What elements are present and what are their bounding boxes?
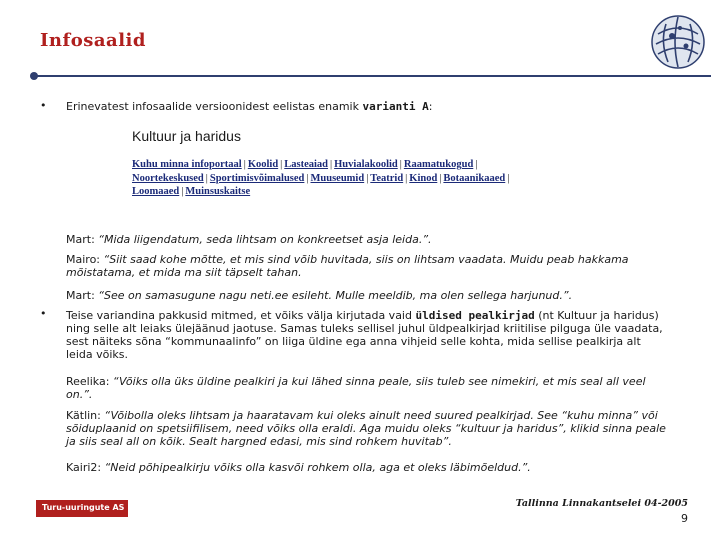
quote-speaker: Mart: [66,289,99,302]
quote-mart-2 [66,289,666,302]
link-separator: | [330,159,333,170]
portal-link[interactable]: Kuhu minna infoportaal [132,159,242,170]
portal-link[interactable]: Muinsuskaitse [185,186,251,197]
portal-links [132,158,552,199]
portal-link[interactable]: Raamatukogud [403,159,474,170]
bullet-1-colon: : [428,100,433,113]
bullet-2-marker: • [40,307,47,320]
portal-link[interactable]: Sportimisvõimalused [209,172,305,184]
page-title: Infosaalid [40,30,146,51]
portal-link[interactable]: Lasteaiad [284,159,329,170]
quote-reelika [66,375,666,401]
link-separator: | [399,159,402,170]
quote-mart-1 [66,233,666,246]
quote-text: “See on samasugune nagu neti.ee esileht. Mulle meeldib, ma olen sellega harjunud.”. [98,289,573,302]
link-separator: | [243,159,246,170]
link-separator: | [181,186,184,197]
portal-title: Kultuur ja haridus [132,128,241,144]
link-separator: | [306,172,309,184]
link-separator: | [439,172,442,184]
quote-text: “Neid põhipealkirju võiks olla kasvõi rohkem olla, aga et oleks läbimõeldud.”. [104,461,531,474]
quote-speaker: Kairi2: [66,461,105,474]
link-separator: | [507,172,510,184]
quote-text: “Võiks olla üks üldine pealkiri ja kui lähed sinna peale, siis tuleb see nimekiri, et mis seal all veel on.”. [66,375,646,401]
portal-link[interactable]: Noortekeskused [132,172,204,184]
quote-text: “Võibolla oleks lihtsam ja haaratavam kui oleks ainult need suured pealkirjad. See “kuhu minna” või sõiduplaanid on spetsiifilisem, need võiks olla eraldi. Aga muidu oleks “kultuur ja haridus”, klikid sinna peale ja siis seal all on kõik. Sealt hargned edasi, mis sind rohkem huvitab”. [66,409,666,448]
page-number: 9 [681,512,688,525]
link-separator: | [205,172,208,184]
quote-speaker: Reelika: [66,375,113,388]
bullet-1-text [66,100,666,113]
title-rule [34,75,711,77]
bullet-2-text [66,309,666,361]
portal-link[interactable]: Loomaaed [132,186,180,197]
link-separator: | [366,172,369,184]
portal-link[interactable]: Kinod [409,172,438,184]
quote-katlin [66,409,666,448]
quote-mairo [66,253,666,279]
globe-logo-icon [650,14,706,70]
footer-credit: Tallinna Linnakantselei 04-2005 [515,498,688,509]
bullet-2-rest: (nt Kultuur ja haridus) ning selle alt leiaks ülejäänud jaotuse. Samas tuleks sellisel juhul üldpealkirjad kriitilise pilguga üle vaadata, sest näiteks sõna “kommunaalinfo” on liiga üldine ega anna vihjeid selle kohta, mida sellise pealkirja alt leida võiks. [66,309,663,361]
link-separator: | [280,159,283,170]
quote-speaker: Mairo: [66,253,104,266]
portal-link[interactable]: Koolid [247,159,279,170]
quote-text: “Mida liigendatum, seda lihtsam on konkreetset asja leida.”. [98,233,432,246]
link-separator: | [475,159,478,170]
bullet-1-marker: • [40,99,47,112]
quote-speaker: Kätlin: [66,409,105,422]
bullet-1-intro: Erinevatest infosaalide versioonidest eelistas enamik [66,100,363,113]
bullet-2-strong: üldised pealkirjad [415,309,535,322]
company-logo [36,500,128,517]
portal-link[interactable]: Muuseumid [310,172,365,184]
quote-kairi2 [66,461,666,474]
portal-link[interactable]: Huvialakoolid [334,159,398,170]
link-separator: | [405,172,408,184]
company-logo-text: Turu-uuringute AS [42,503,125,512]
portal-preview [132,128,552,199]
portal-link[interactable]: Teatrid [370,172,404,184]
quote-text: “Siit saad kohe mõtte, et mis sind võib huvitada, siis on lihtsam vaadata. Muidu peab hakkama mõistatama, et mida ma siit täpselt tahan. [66,253,629,279]
bullet-1-strong: varianti A [362,100,429,113]
bullet-2-intro: Teise variandina pakkusid mitmed, et võiks välja kirjutada vaid [66,309,416,322]
portal-link[interactable]: Botaanikaaed [443,172,506,184]
quote-speaker: Mart: [66,233,99,246]
